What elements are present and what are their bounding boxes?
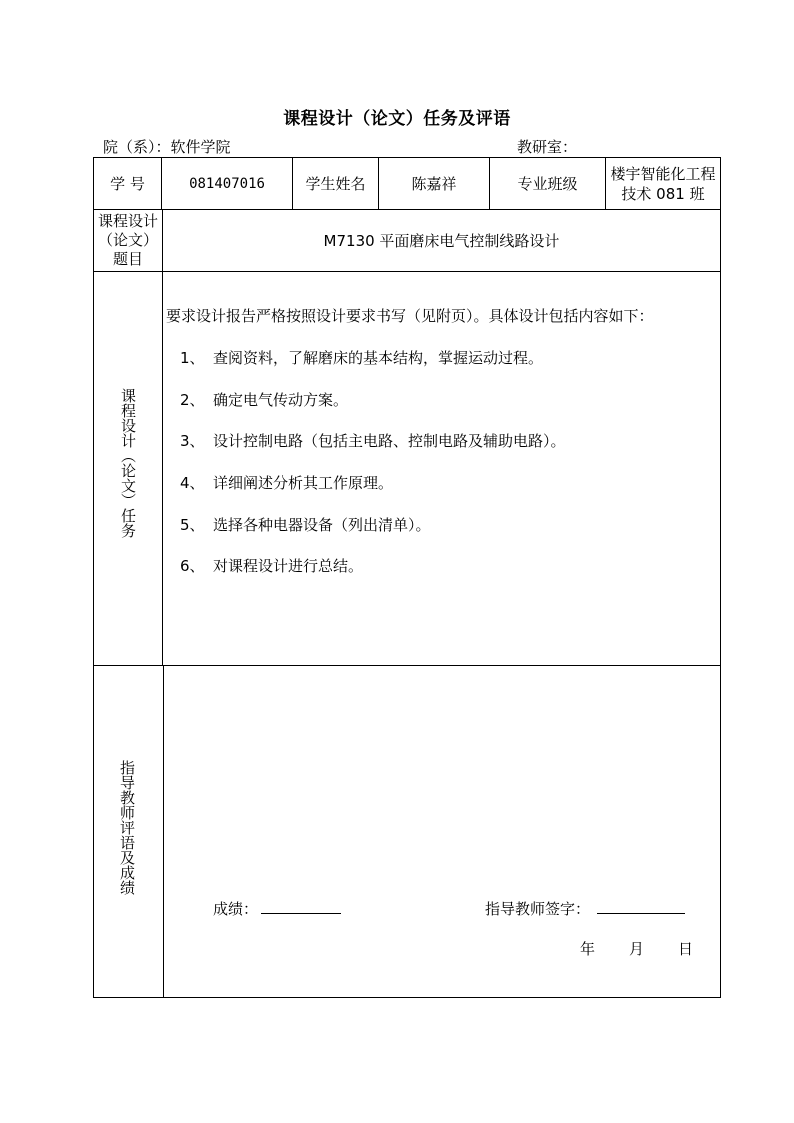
task-item [180,430,566,451]
table-border-left [93,157,94,998]
task-item-number: 2、 [180,391,205,409]
student-id-label: 学 号 [110,174,145,193]
table-border-bottom [93,997,721,998]
class-label: 专业班级 [517,174,578,193]
topic-value: M7130 平面磨床电气控制线路设计 [323,231,560,250]
class-value-line1: 楼宇智能化工程 [610,164,716,183]
task-item-text: 选择各种电器设备（列出清单）。 [213,516,431,534]
task-item-text: 设计控制电路（包括主电路、控制电路及辅助电路）。 [213,432,566,450]
student-name-value: 陈嘉祥 [411,174,457,193]
document-title: 课程设计（论文）任务及评语 [283,109,511,129]
date-day-label: 日 [678,940,694,958]
task-item [180,555,363,576]
topic-label-line1: 课程设计 [97,212,158,230]
task-label: 课程设计（论文）任务 [119,388,137,538]
student-id-value: 081407016 [189,175,265,192]
table-col-divider [163,665,164,998]
signature-field-line[interactable] [597,913,685,914]
task-item-text: 详细阐述分析其工作原理。 [213,474,394,492]
topic-label-line3: 题目 [112,250,143,268]
table-col-divider [162,209,163,665]
task-item [180,472,393,493]
table-border-right [720,157,721,998]
topic-label [94,210,162,271]
task-item-text: 查阅资料，了解磨床的基本结构，掌握运动过程。 [213,349,544,367]
table-row-divider [93,271,721,272]
task-item-text: 确定电气传动方案。 [213,391,349,409]
signature-label: 指导教师签字： [485,900,591,918]
student-name-label: 学生姓名 [305,174,366,193]
office-label: 教研室： [517,138,578,156]
date-year-label: 年 [580,940,596,958]
task-item [180,347,543,368]
class-value-line2: 技术 081 班 [621,184,705,203]
class-value [606,158,720,209]
table-row-divider [93,665,721,666]
task-intro: 要求设计报告严格按照设计要求书写（见附页）。具体设计包括内容如下： [166,307,654,325]
task-item-number: 6、 [180,557,205,575]
score-field-line[interactable] [261,913,341,914]
department-label: 院（系）：软件学院 [103,138,231,156]
comment-label: 指导教师评语及成绩 [118,760,136,895]
date-month-label: 月 [629,940,645,958]
task-item-number: 5、 [180,516,205,534]
score-label: 成绩： [213,900,259,918]
task-item-number: 1、 [180,349,205,367]
task-item-number: 3、 [180,432,205,450]
task-item [180,389,348,410]
task-item-number: 4、 [180,474,205,492]
topic-label-line2: （论文） [97,231,158,249]
task-item-text: 对课程设计进行总结。 [213,557,364,575]
task-item [180,514,431,535]
